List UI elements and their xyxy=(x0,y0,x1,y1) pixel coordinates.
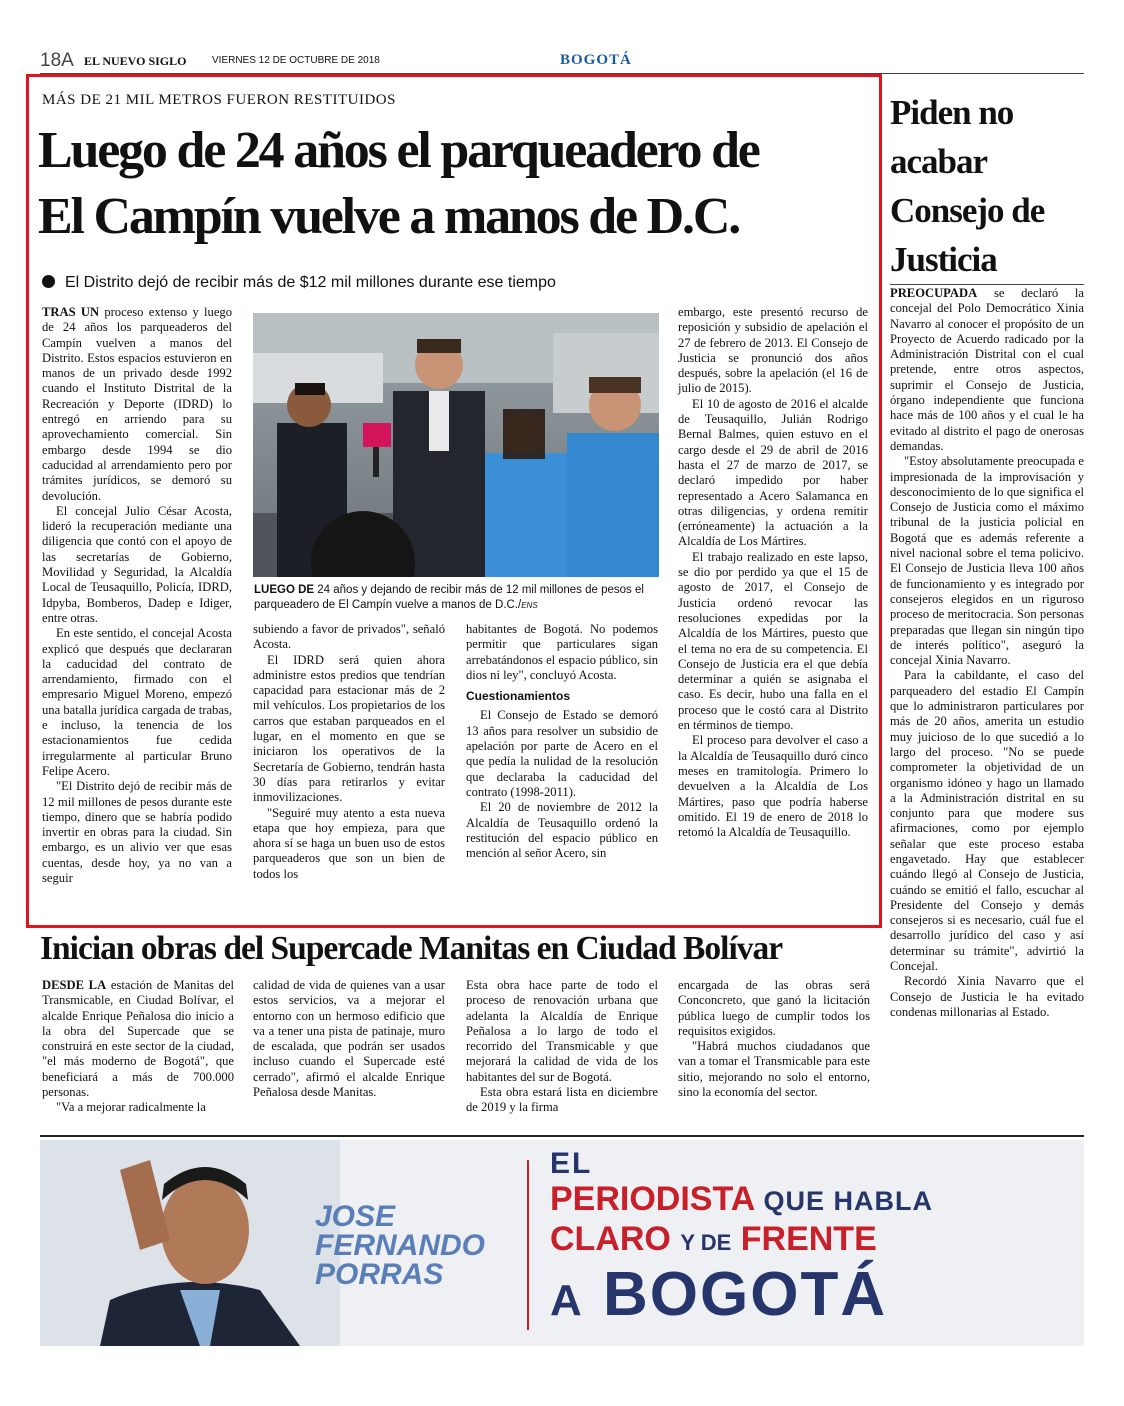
second-headline: Inician obras del Supercade Manitas en Ciudad Bolívar xyxy=(40,930,783,967)
headline-line-2: El Campín vuelve a manos de D.C. xyxy=(38,188,739,245)
main-col-1: TRAS UN proceso extenso y luego de 24 años los parqueaderos del Campín vuelven a manos del Distrito. Estos espacios estuvieron en manos de un privado desde 1992 cuando el Instituto Distrital de la Recreación y Deporte (IDRD) lo entregó en arriendo para su aprovechamiento comercial. Sin embargo desde 1994 se dio caducidad al arrendamiento pero por trámites jurídicos, se demoró su devolución. El concejal Julio César Acosta, lideró la recuperación mediante una diligencia que contó con el apoyo de las secretarías de Gobierno, Movilidad y Seguridad, la Alcaldía Local de Teusaquillo, Policía, IDRD, Idpyba, Bomberos, Dadep e Idiger, entre otras. En este sentido, el concejal Acosta explicó que después que declararan la caducidad del contrato de arrendamiento, firmado con el empresario Miguel Moreno, empezó una batalla jurídica cargada de trabas, e incluso, la tenencia de los estacionamientos fue cedida irregularmente al particular Bruno Felipe Acero. "El Distrito dejó de recibir más de 12 mil millones de pesos durante este tiempo, dinero que se habría podido invertir en obras para la ciudad. Sin embargo, es un alivio ver que esas cuentas, desde hoy, ya no van a seguir xyxy=(42,305,232,885)
page-header xyxy=(40,50,1084,74)
lead-in: TRAS UN xyxy=(42,305,100,319)
ad-candidate-name: JOSE FERNANDO PORRAS xyxy=(315,1200,485,1291)
section-subhead: Cuestionamientos xyxy=(466,689,571,704)
paper-name: EL NUEVO SIGLO xyxy=(84,54,187,68)
side-story-body: PREOCUPADA se declaró la concejal del Polo Democrático Xinia Navarro al conocer el propósito de un Proyecto de Acuerdo radicado por la Administración Distrital con el cual pretende, entre otros aspectos, suprimir el Consejo de Justicia, órgano independiente que funciona hace más de 100 años y el cual le ha evitado al distrito el pago de onerosas demandas. "Estoy absolutamente preocupada e impresionada de la improvisación y desconocimiento de lo que significa el Consejo de Justicia como el máximo tribunal de la justicia policial en Bogotá que es además referente a nivel nacional sobre el tema policivo. El Consejo de Justicia lleva 100 años de funcionamiento y es integrado por consejeros elegidos en un riguroso proceso de meritocracia. Son personas preparadas que llegan sin ningún tipo de interés político", aseguró la concejal Xinia Navarro. Para la cabildante, el caso del parqueadero del estadio El Campín que lo administraron particulares por más de 20 años, amerita un estudio muy juicioso de lo que sucedió a lo largo del proceso. "No se puede comprometer la objetividad de un organismo idóneo y hago un llamado a la Administración distrital en su conjunto para que modere sus afirmaciones, como por ejemplo señalar que este proceso estaba engavetado. Hay que establecer cuándo llegó al Consejo de Justicia, cuándo se emitió el fallo, escuchar al Presidente del Consejo y demás consejeros si es necesario, cuál fue el desarrollo jurídico del caso y así determinar su trámite", advirtió la Concejal. Recordó Xinia Navarro que el Consejo de Justicia le ha evitado condenas millonarias al Estado. xyxy=(890,286,1084,1019)
bullet-icon xyxy=(42,275,55,288)
issue-date: VIERNES 12 DE OCTUBRE DE 2018 xyxy=(212,55,380,66)
ad-slogan: EL PERIODISTA QUE HABLA CLARO Y DE FRENTE A BOGOTÁ xyxy=(550,1147,933,1329)
main-col-3: habitantes de Bogotá. No podemos permitir que particulares sigan arrebatándonos el espacio público, sin dios ni ley", concluyó Acosta. Cuestionamientos El Consejo de Estado se demoró 13 años para resolver un subsidio de apelación por parte de Acero en el que pedía la nulidad de la resolución que declaraba la caducidad del contrato (1998-2011). El 20 de noviembre de 2012 la Alcaldía de Teusaquillo ordenó la restitución del espacio público en mención al señor Acero, sin xyxy=(466,622,658,861)
ad-divider xyxy=(527,1160,529,1330)
second-col-2: calidad de vida de quienes van a usar estos servicios, va a mejorar el entorno con un hermoso edificio que va a tener una pista de patinaje, muro de escalada, que podrán ser usados incluso cuando el Supercade esté cerrado", afirmó el alcalde Enrique Peñalosa desde Manitas. xyxy=(253,978,445,1100)
section-name: BOGOTÁ xyxy=(560,52,632,68)
second-col-1: DESDE LA estación de Manitas del Transmicable, en Ciudad Bolívar, el alcalde Enrique Peñalosa dio inicio a la obra del Supercade que se construirá en este sector de la ciudad, "el más moderno de Bogotá", que beneficiará a más de 700.000 personas. "Va a mejorar radicalmente la xyxy=(42,978,234,1115)
kicker: MÁS DE 21 MIL METROS FUERON RESTITUIDOS xyxy=(42,92,396,108)
main-col-2: subiendo a favor de privados", señaló Acosta. El IDRD será quien ahora administre estos predios que tendrían capacidad para estacionar más de 2 mil vehículos. Los propietarios de los carros que estaban parqueados en el lugar, en el momento en que se iniciaron los operativos de la Secretaría de Gobierno, tendrán hasta 30 días para retirarlos y evitar inmovilizaciones. "Seguiré muy atento a esta nueva etapa que hoy empieza, para que ahora sí se haga un buen uso de estos parqueaderos que son un bien de todos los xyxy=(253,622,445,881)
main-headline xyxy=(38,118,868,250)
photo-caption: LUEGO DE 24 años y dejando de recibir más de 12 mil millones de pesos el parqueadero de El Campín vuelve a manos de D.C./ENS xyxy=(254,584,644,611)
political-ad xyxy=(40,1140,1084,1346)
side-headline: Piden no acabar Consejo de Justicia xyxy=(890,93,1045,279)
news-photo xyxy=(253,313,659,577)
main-col-4: embargo, este presentó recurso de reposición y subsidio de apelación el 27 de febrero de 2013. El Consejo de Justicia se pronunció dos años después, sobre la apelación (el 16 de julio de 2015). El 10 de agosto de 2016 el alcalde de Teusaquillo, Julián Rodrigo Bernal Balmes, quien estuvo en el cargo desde el 29 de abril de 2016 hasta el 27 de marzo de 2017, se declaró impedido por haber representado a Acero Salamanca en otras diligencias, y ordena remitir (erróneamente) la actuación a la Alcaldía de Los Mártires. El trabajo realizado en este lapso, se dio por perdido ya que el 15 de agosto de 2017, el Consejo de Justicia ordenó revocar las resoluciones expedidas por la Alcaldía de los Mártires, puesto que el tema no era de su competencia. El Consejo de Justicia era el que debía determinar a quién se asignaba el caso. Es decir, hubo una falla en el proceso que le costó cara al Distrito en términos de tiempo. El proceso para devolver el caso a la Alcaldía de Teusaquillo duró cinco meses en tramitología. Primero lo devuelven a la Alcaldía de Los Mártires, paso que podría haberse omitido. El 19 de enero de 2018 lo retomó la Alcaldía de Teusaquillo. xyxy=(678,305,868,840)
subhead xyxy=(42,274,556,292)
second-col-4: encargada de las obras será Conconcreto, que ganó la licitación pública luego de cumplir todos los requisitos exigidos. "Habrá muchos ciudadanos que van a tomar el Transmicable para este sitio, mejorando no solo el entorno, sino la economía del sector. xyxy=(678,978,870,1100)
headline-line-1: Luego de 24 años el parqueadero de xyxy=(38,122,759,179)
photo-credit: ENS xyxy=(521,601,538,610)
subhead-text: El Distrito dejó de recibir más de $12 mil millones durante ese tiempo xyxy=(65,274,556,291)
candidate-portrait xyxy=(40,1140,340,1346)
photo-illustration xyxy=(253,313,659,577)
page-number: 18A xyxy=(40,50,74,71)
second-col-3: Esta obra hace parte de todo el proceso de renovación urbana que adelanta la Alcaldía de Enrique Peñalosa a lo largo de todo el recorrido del Transmicable y que mejorará la calidad de vida de los habitantes del sur de Bogotá. Esta obra estará lista en diciembre de 2019 y la firma xyxy=(466,978,658,1115)
